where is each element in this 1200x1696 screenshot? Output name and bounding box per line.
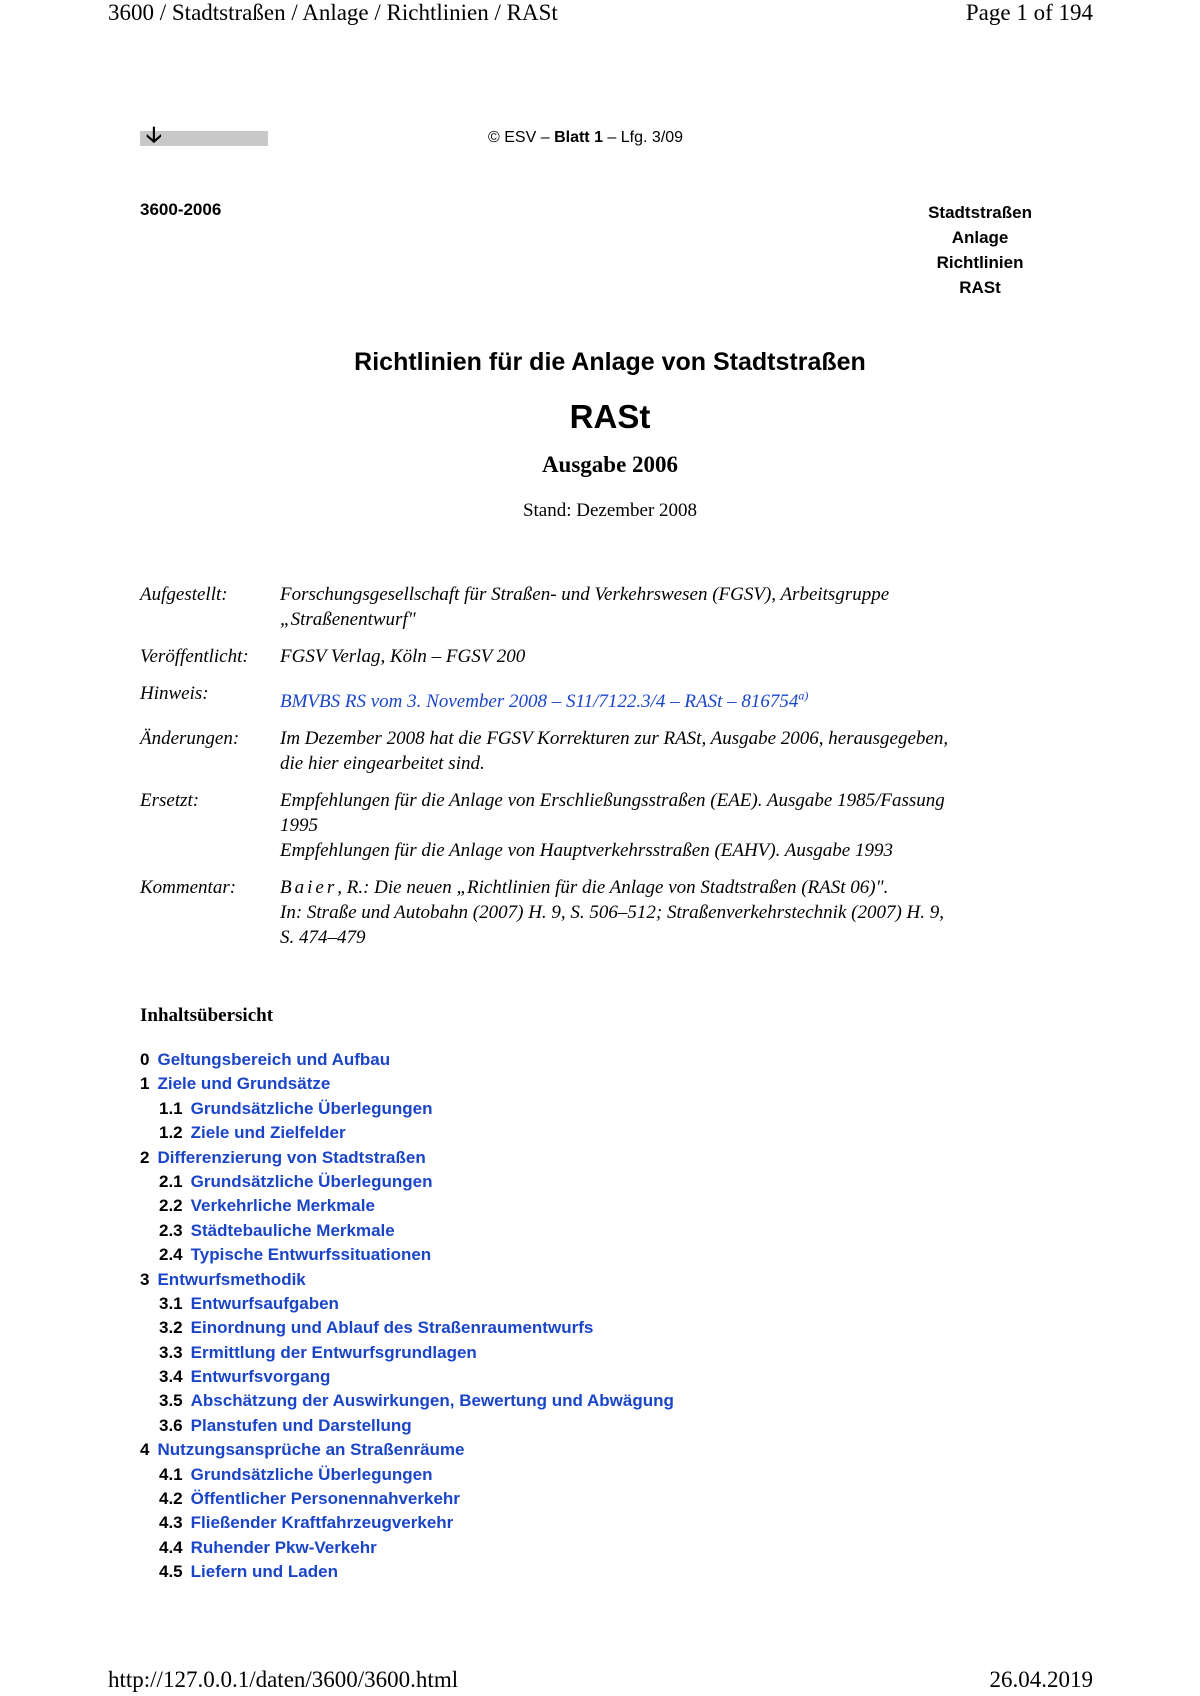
metadata-block — [140, 582, 1070, 962]
toc-item-link[interactable]: Einordnung und Ablauf des Straßenraumentwurfs — [190, 1318, 594, 1338]
toc-item-number: 4.3 — [159, 1513, 183, 1533]
toc-item-link[interactable]: Ziele und Grundsätze — [157, 1074, 331, 1094]
toc-item[interactable] — [140, 1194, 674, 1218]
toc-item[interactable] — [140, 1292, 674, 1316]
meta-aufgestellt: Aufgestellt: Forschungsgesellschaft für Straßen- und Verkehrswesen (FGSV), Arbeitsgruppe „Straßenentwurf" — [140, 584, 890, 630]
toc-item[interactable] — [140, 1511, 674, 1535]
print-footer-date: 26.04.2019 — [989, 1667, 1093, 1692]
toc-item-number: 3.6 — [159, 1415, 183, 1435]
toc-item[interactable] — [140, 1389, 674, 1413]
toc-item[interactable] — [140, 1316, 674, 1340]
meta-hinweis: Hinweis: BMVBS RS vom 3. November 2008 – S11/7122.3/4 – RASt – 816754$^{a)}$ — [140, 683, 809, 712]
toc-item-number: 3.2 — [159, 1318, 183, 1338]
toc-item-link[interactable]: Abschätzung der Auswirkungen, Bewertung und Abwägung — [190, 1391, 674, 1411]
toc-item[interactable] — [140, 1365, 674, 1389]
toc-item-link[interactable]: Entwurfsvorgang — [190, 1367, 331, 1387]
toc-item-number: 3.4 — [159, 1367, 183, 1387]
toc-item-link[interactable]: Grundsätzliche Überlegungen — [190, 1098, 433, 1118]
toc-item-number: 2.3 — [159, 1220, 183, 1240]
document-title: Richtlinien für die Anlage von Stadtstraßen — [354, 348, 866, 376]
toc-item-number: 3.5 — [159, 1391, 183, 1411]
toc-item-number: 2.4 — [159, 1245, 183, 1265]
meta-ersetzt: Ersetzt: Empfehlungen für die Anlage von Erschließungsstraßen (EAE). Ausgabe 1985/Fassung 1995 Empfehlungen für die Anlage von Hauptverkehrsstraßen (EAHV). Ausgabe 1993 — [140, 790, 945, 861]
toc-item-number: 3 — [140, 1269, 150, 1289]
category: RASt — [959, 278, 1001, 297]
toc-item-link[interactable]: Ziele und Zielfelder — [190, 1123, 346, 1143]
toc-item[interactable] — [140, 1219, 674, 1243]
meta-kommentar: Kommentar: Baier, R.: Die neuen „Richtlinien für die Anlage von Stadtstraßen (RASt 06)". In: Straße und Autobahn (2007) H. 9, S. 506–512; Straßenverkehrstechnik (2007) H. 9, S. 474–479 — [140, 877, 945, 948]
toc-item[interactable] — [140, 1243, 674, 1267]
category: Richtlinien — [936, 253, 1024, 272]
category: Stadtstraßen — [928, 203, 1032, 222]
document-short-title: RASt — [569, 398, 651, 435]
hinweis-link[interactable]: BMVBS RS vom 3. November 2008 – S11/7122.3/4 – RASt – 816754 — [280, 691, 799, 712]
print-header-page: Page 1 of 194 — [965, 0, 1093, 25]
toc-item-number: 4.2 — [159, 1489, 183, 1509]
toc-heading: Inhaltsübersicht — [140, 1005, 274, 1026]
toc-item-link[interactable]: Entwurfsmethodik — [157, 1269, 306, 1289]
lieferung: Lfg. 3/09 — [620, 129, 684, 146]
meta-veroeffentlicht: Veröffentlicht: FGSV Verlag, Köln – FGSV 200 — [140, 646, 526, 667]
toc-item[interactable] — [140, 1560, 674, 1584]
toc-item-number: 1.1 — [159, 1098, 183, 1118]
toc-item-link[interactable]: Grundsätzliche Überlegungen — [190, 1171, 433, 1191]
toc-item-number: 2.1 — [159, 1171, 183, 1191]
toc-item[interactable] — [140, 1487, 674, 1511]
toc-item-link[interactable]: Liefern und Laden — [190, 1562, 338, 1582]
blatt-line: © ESV – Blatt 1 – Lfg. 3/09 — [488, 129, 684, 146]
toc-item[interactable] — [140, 1072, 674, 1096]
toc-item-link[interactable]: Grundsätzliche Überlegungen — [190, 1464, 433, 1484]
toc-item-number: 3.1 — [159, 1293, 183, 1313]
toc-item[interactable] — [140, 1097, 674, 1121]
toc-item[interactable] — [140, 1268, 674, 1292]
toc-item[interactable] — [140, 1438, 674, 1462]
toc-item[interactable] — [140, 1341, 674, 1365]
toc-item-number: 4.5 — [159, 1562, 183, 1582]
blatt-number: Blatt 1 — [554, 129, 603, 146]
toc-item-number: 1 — [140, 1074, 150, 1094]
toc-item-link[interactable]: Geltungsbereich und Aufbau — [157, 1050, 391, 1069]
toc-item-link[interactable]: Öffentlicher Personennahverkehr — [190, 1489, 460, 1509]
toc-item-number: 0 — [140, 1050, 150, 1069]
kommentar-author: Baier — [280, 877, 338, 898]
footnote-ref[interactable]: a) — [798, 688, 809, 703]
toc-item[interactable] — [140, 1463, 674, 1487]
table-of-contents — [140, 1048, 674, 1585]
toc-item-number: 1.2 — [159, 1123, 183, 1143]
toc-item-link[interactable]: Differenzierung von Stadtstraßen — [157, 1147, 426, 1167]
toc-item-link[interactable]: Typische Entwurfssituationen — [190, 1245, 432, 1265]
toc-item-link[interactable]: Nutzungsansprüche an Straßenräume — [157, 1440, 465, 1460]
toc-item-number: 3.3 — [159, 1342, 183, 1362]
toc-item[interactable] — [140, 1121, 674, 1145]
toc-item-number: 4 — [140, 1440, 150, 1460]
toc-item-number: 2 — [140, 1147, 150, 1167]
toc-item-link[interactable]: Fließender Kraftfahrzeugverkehr — [190, 1513, 454, 1533]
toc-item-link[interactable]: Entwurfsaufgaben — [190, 1293, 339, 1313]
toc-item-number: 4.1 — [159, 1464, 183, 1484]
toc-item-link[interactable]: Verkehrliche Merkmale — [190, 1196, 375, 1216]
toc-item-number: 2.2 — [159, 1196, 183, 1216]
edition: Ausgabe 2006 — [541, 452, 679, 477]
meta-aenderungen: Änderungen: Im Dezember 2008 hat die FGSV Korrekturen zur RASt, Ausgabe 2006, herausgegeben, die hier eingearbeitet sind. — [140, 728, 949, 774]
toc-item-link[interactable]: Planstufen und Darstellung — [190, 1415, 412, 1435]
print-header-path: 3600 / Stadtstraßen / Anlage / Richtlinien / RASt — [108, 0, 558, 25]
arrow-down-icon[interactable]: 🡣 — [146, 122, 162, 147]
toc-item-link[interactable]: Ruhender Pkw-Verkehr — [190, 1537, 377, 1557]
copyright-text: © ESV — [488, 129, 537, 146]
doc-categories — [928, 200, 1032, 300]
doc-number: 3600-2006 — [140, 200, 222, 219]
print-footer-url: http://127.0.0.1/daten/3600/3600.html — [108, 1667, 459, 1692]
toc-item[interactable] — [140, 1048, 674, 1072]
toc-item[interactable] — [140, 1170, 674, 1194]
toc-item-link[interactable]: Städtebauliche Merkmale — [190, 1220, 395, 1240]
toc-item[interactable] — [140, 1146, 674, 1170]
toc-item-link[interactable]: Ermittlung der Entwurfsgrundlagen — [190, 1342, 477, 1362]
category: Anlage — [951, 228, 1009, 247]
toc-item-number: 4.4 — [159, 1537, 183, 1557]
status: Stand: Dezember 2008 — [522, 500, 698, 521]
toc-item[interactable] — [140, 1536, 674, 1560]
toc-item[interactable] — [140, 1414, 674, 1438]
